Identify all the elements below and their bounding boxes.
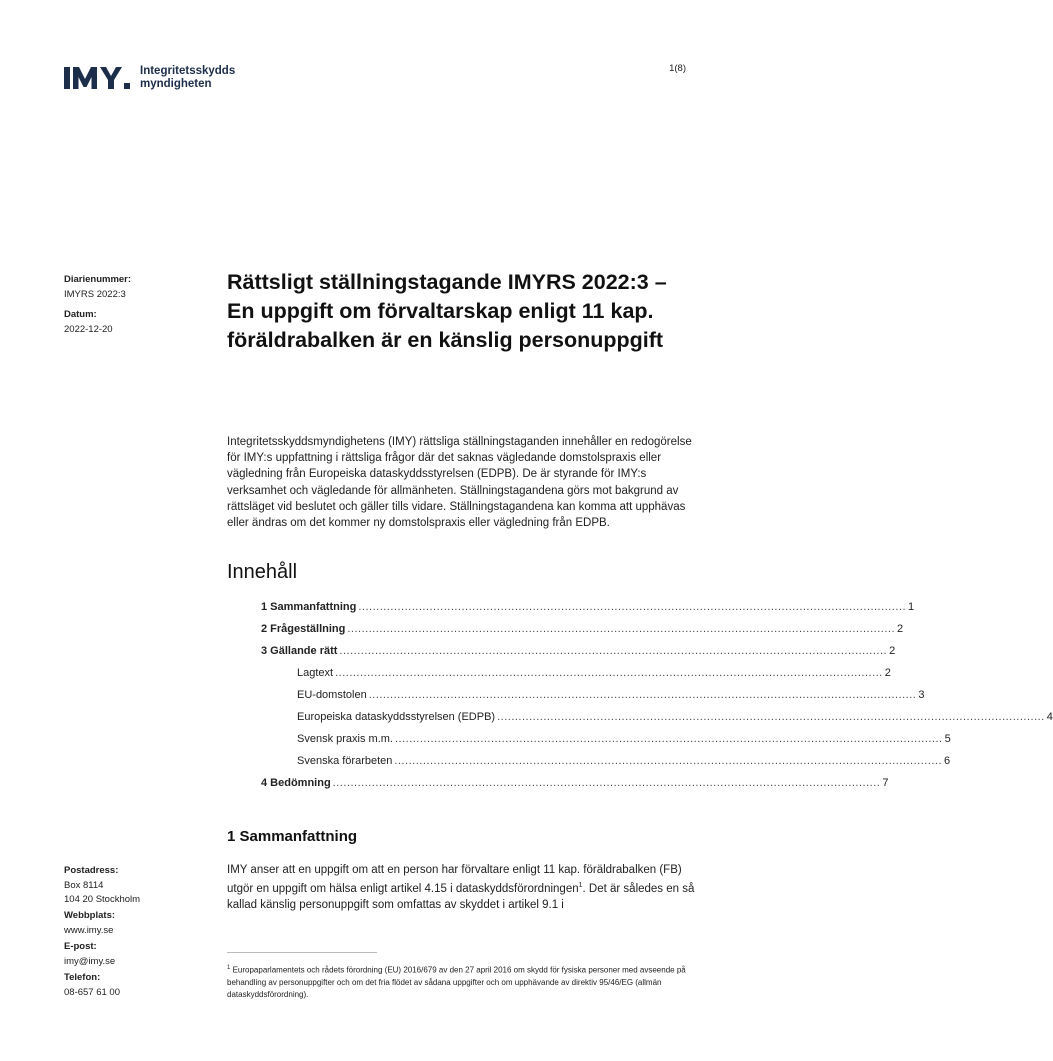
imy-logo-mark (64, 64, 134, 92)
footnote-reference[interactable]: 1 (578, 882, 583, 890)
toc-item-label: 3 Gällande rätt (261, 645, 338, 657)
toc-item-page: 2 (889, 645, 896, 657)
imy-logo (64, 64, 235, 92)
intro-paragraph: Integritetsskyddsmyndighetens (IMY) rättsliga ställningstaganden innehåller en redogörelse för IMY:s uppfattning i rättsliga frågor där det saknas vägledande domstolspraxis eller vägledning från Europeiska dataskyddsstyrelsen (EDPB). De är styrande för IMY:s verksamhet och vägledande för allmänheten. Ställningstagandena görs mot bakgrund av rättsläget vid beslutet och gäller tills vidare. Ställningstagandena kan komma att upphävas eller ändras om det kommer ny domstolspraxis eller vägledning från EDPB. (227, 436, 692, 530)
document-title: Rättsligt ställningstagande IMYRS 2022:3 – En uppgift om förvaltarskap enligt 11 kap. föräldrabalken är en känslig personuppgift (227, 270, 667, 352)
toc-leader: .......................................................................................................................................................... (335, 667, 883, 679)
toc-item-label: Lagtext (297, 667, 334, 679)
toc-item-label: Svensk praxis m.m. (297, 733, 393, 745)
datum-label: Datum: (64, 309, 97, 320)
toc-item-page: 3 (918, 689, 925, 701)
page-number: 1(8) (669, 63, 686, 74)
toc-item-bedomning[interactable] (261, 777, 889, 789)
toc-item-label: Svenska förarbeten (297, 755, 393, 767)
epost-label: E-post: (64, 941, 97, 952)
postadress-line1: Box 8114 (64, 880, 104, 891)
footnote (227, 962, 692, 1001)
toc-heading: Innehåll (227, 561, 298, 583)
toc-leader: .......................................................................................................................................................... (339, 645, 888, 657)
toc-item-label: 1 Sammanfattning (261, 601, 357, 613)
toc-item-lagtext[interactable] (297, 667, 891, 679)
postadress-line2: 104 20 Stockholm (64, 894, 141, 905)
footnote-divider (227, 952, 377, 953)
section-heading-sammanfattning: 1 Sammanfattning (227, 828, 358, 845)
toc-item-page: 1 (908, 601, 915, 613)
toc-item-sammanfattning[interactable] (261, 601, 915, 613)
diarienummer-label: Diarienummer: (64, 274, 132, 285)
toc-item-svensk-praxis[interactable] (297, 733, 951, 745)
footnote-text: Europaparlamentets och rådets förordning (EU) 2016/679 av den 27 april 2016 om skydd för fysiska personer med avseende på behandling av personuppgifter och om det fria flödet av sådana uppgifter och om upphävande av direktiv 95/46/EG (allmän dataskyddsförordning). (227, 965, 686, 999)
toc-item-eu-domstolen[interactable] (297, 689, 925, 701)
telefon-label: Telefon: (64, 972, 101, 983)
toc-item-gallande-ratt[interactable] (261, 645, 896, 657)
toc-item-svenska-forarbeten[interactable] (297, 755, 951, 767)
toc-leader: .......................................................................................................................................................... (347, 623, 896, 635)
toc-leader: .......................................................................................................................................................... (497, 711, 1045, 723)
toc-leader: .......................................................................................................................................................... (358, 601, 907, 613)
telefon-value: 08-657 61 00 (64, 987, 120, 998)
toc-item-page: 2 (884, 667, 891, 679)
toc-item-page: 5 (944, 733, 951, 745)
logo-text-line1: Integritetsskydds (140, 65, 236, 77)
datum-value: 2022-12-20 (64, 324, 113, 335)
section-body (227, 862, 697, 913)
section-body-text: . Det är således en så kallad känslig personuppgift som omfattas av skyddet i artikel 9.1 i (227, 883, 695, 912)
toc-item-edpb[interactable] (297, 711, 1053, 723)
webbplats-label: Webbplats: (64, 910, 116, 921)
toc-item-label: 4 Bedömning (261, 777, 331, 789)
toc-item-label: 2 Frågeställning (261, 623, 346, 635)
toc-leader: .......................................................................................................................................................... (368, 689, 917, 701)
toc-leader: .......................................................................................................................................................... (394, 733, 943, 745)
toc-item-page: 4 (1046, 711, 1053, 723)
toc-item-page: 6 (944, 755, 951, 767)
toc-item-label: EU-domstolen (297, 689, 367, 701)
toc-item-page: 2 (897, 623, 904, 635)
footnote-number: 1 (227, 965, 231, 971)
toc-item-label: Europeiska dataskyddsstyrelsen (EDPB) (297, 711, 496, 723)
toc-item-fragestallning[interactable] (261, 623, 904, 635)
toc-item-page: 7 (882, 777, 889, 789)
toc-leader: .......................................................................................................................................................... (332, 777, 881, 789)
section-body-text: IMY anser att en uppgift om att en person har förvaltare enligt 11 kap. föräldrabalken (FB) utgör en uppgift om hälsa enligt artikel 4.15 i dataskyddsförordningen (227, 864, 682, 896)
epost-link[interactable]: imy@imy.se (64, 956, 116, 967)
logo-text-line2: myndigheten (140, 78, 212, 90)
diarienummer-value: IMYRS 2022:3 (64, 289, 126, 300)
postadress-label: Postadress: (64, 865, 119, 876)
webbplats-link[interactable]: www.imy.se (64, 925, 114, 936)
toc-leader: .......................................................................................................................................................... (394, 755, 943, 767)
